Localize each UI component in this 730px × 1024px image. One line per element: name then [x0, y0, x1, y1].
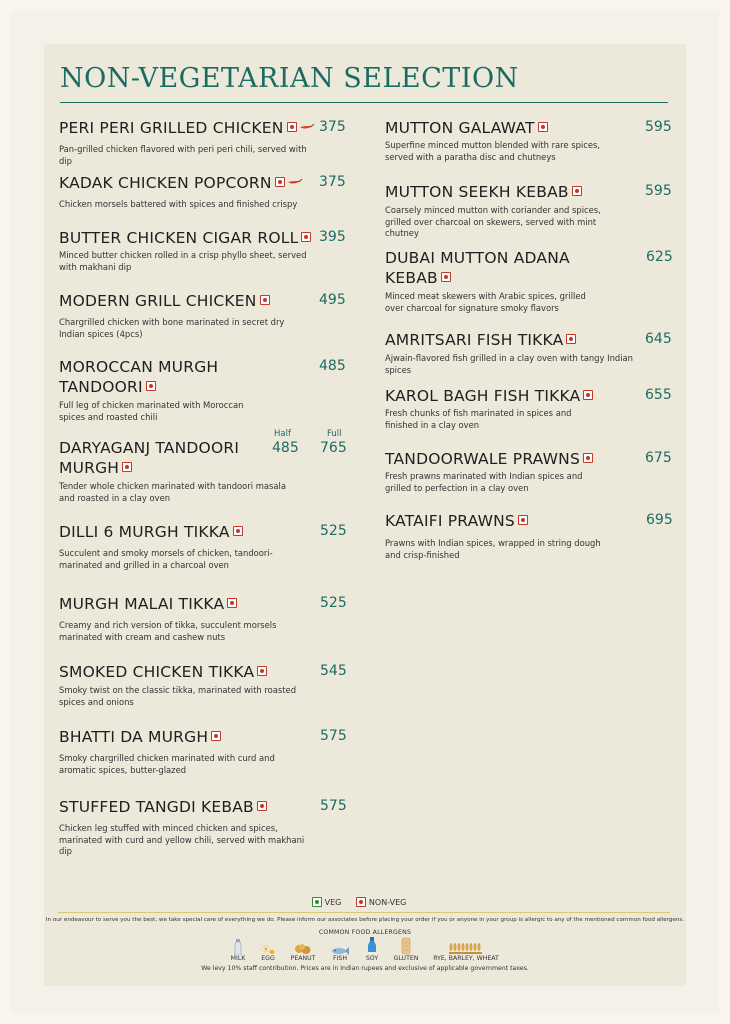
bread-icon [401, 937, 411, 955]
item-description: Chicken leg stuffed with minced chicken and spices, marinated with curd and yellow chili, served with makhani dip [59, 823, 305, 856]
item-name: SMOKED CHICKEN TIKKA [59, 663, 255, 681]
allergen-soy: SOY [360, 937, 384, 962]
non-veg-icon [227, 598, 237, 608]
item-description: Minced meat skewers with Arabic spices, grilled over charcoal for signature smoky flavors [385, 291, 586, 313]
menu-item [59, 594, 309, 643]
item-name: MOROCCAN MURGH TANDOORI [59, 358, 219, 396]
non-veg-icon [260, 295, 270, 305]
menu-item [59, 662, 314, 708]
peanut-icon [294, 943, 312, 955]
chili-icon [299, 123, 315, 130]
item-name: MUTTON SEEKH KEBAB [385, 183, 569, 201]
item-price: 575 [320, 728, 347, 744]
item-name: DARYAGANJ TANDOORI MURGH [59, 439, 240, 477]
non-veg-icon [538, 122, 548, 132]
tax-note: We levy 10% staff contribution. Prices are in Indian rupees and exclusive of applicable government taxes. [201, 965, 529, 972]
section-title: NON-VEGETARIAN SELECTION [60, 63, 519, 94]
half-label: Half [274, 429, 291, 439]
item-price: 595 [645, 183, 672, 199]
menu-item [385, 386, 605, 431]
title-divider [60, 102, 668, 103]
non-veg-icon [233, 526, 243, 536]
item-name: MODERN GRILL CHICKEN [59, 292, 257, 310]
menu-item [385, 182, 625, 240]
item-description: Minced butter chicken rolled in a crisp phyllo sheet, served with makhani dip [59, 250, 307, 272]
non-veg-icon [566, 334, 576, 344]
item-description: Full leg of chicken marinated with Moroccan spices and roasted chili [59, 400, 244, 422]
allergen-gluten: GLUTEN [390, 937, 422, 962]
milk-bottle-icon [234, 939, 242, 955]
item-price: 645 [645, 331, 672, 347]
item-price: 525 [320, 595, 347, 611]
item-price: 375 [319, 119, 346, 135]
menu-item [59, 522, 309, 571]
item-description: Prawns with Indian spices, wrapped in string dough and crisp-finished [385, 538, 601, 560]
item-price: 485 [319, 358, 346, 374]
menu-item [59, 228, 319, 273]
item-description: Smoky twist on the classic tikka, marinated with roasted spices and onions [59, 685, 297, 707]
non-veg-icon [356, 897, 366, 907]
menu-item [59, 357, 259, 423]
item-price: 575 [320, 798, 347, 814]
non-veg-icon [441, 272, 451, 282]
non-veg-icon [257, 801, 267, 811]
item-name: MUTTON GALAWAT [385, 119, 535, 137]
item-description: Chargrilled chicken with bone marinated in secret dry Indian spices (4pcs) [59, 317, 285, 339]
veg-icon [312, 897, 322, 907]
item-description: Succulent and smoky morsels of chicken, tandoori-marinated and grilled in a charcoal oven [59, 548, 273, 570]
allergen-peanut: PEANUT [286, 937, 320, 962]
non-veg-icon [287, 122, 297, 132]
allergen-list [0, 937, 730, 967]
item-name: KAROL BAGH FISH TIKKA [385, 387, 581, 405]
item-name: MURGH MALAI TIKKA [59, 595, 225, 613]
item-price: 595 [645, 119, 672, 135]
allergen-egg: EGG [256, 937, 280, 962]
menu-item [59, 118, 319, 167]
egg-icon [261, 945, 275, 955]
item-name: KADAK CHICKEN POPCORN [59, 174, 272, 192]
item-description: Creamy and rich version of tikka, succulent morsels marinated with cream and cashew nuts [59, 620, 277, 642]
menu-item [385, 118, 625, 163]
item-price-half: 485 [272, 440, 299, 456]
item-price: 545 [320, 663, 347, 679]
menu-item [385, 449, 605, 494]
non-veg-icon [301, 232, 311, 242]
item-description: Pan-grilled chicken flavored with peri peri chili, served with dip [59, 144, 307, 166]
item-name: DUBAI MUTTON ADANA KEBAB [385, 249, 570, 287]
full-label: Full [327, 429, 342, 439]
wheat-icon [448, 941, 484, 955]
item-name: BUTTER CHICKEN CIGAR ROLL [59, 229, 299, 247]
menu-item [385, 511, 615, 561]
non-veg-label: NON-VEG [368, 897, 407, 907]
menu-item [59, 291, 289, 340]
chili-icon [287, 178, 303, 185]
item-price: 375 [319, 174, 346, 190]
item-name: KATAIFI PRAWNS [385, 512, 515, 530]
item-price: 695 [646, 512, 673, 528]
item-name: AMRITSARI FISH TIKKA [385, 331, 564, 349]
item-description: Tender whole chicken marinated with tandoori masala and roasted in a clay oven [59, 481, 286, 503]
non-veg-icon [211, 731, 221, 741]
item-description: Chicken morsels battered with spices and finished crispy [59, 199, 298, 209]
item-name: DILLI 6 MURGH TIKKA [59, 523, 230, 541]
veg-label: VEG [324, 897, 342, 907]
item-name: BHATTI DA MURGH [59, 728, 209, 746]
non-veg-icon [275, 177, 285, 187]
item-price: 495 [319, 292, 346, 308]
allergen-grains: RYE, BARLEY, WHEAT [428, 937, 504, 962]
item-price: 675 [645, 450, 672, 466]
soy-bottle-icon [367, 937, 377, 955]
allergen-fish: FISH [328, 937, 352, 962]
menu-item [59, 173, 319, 211]
item-price: 525 [320, 523, 347, 539]
non-veg-icon [583, 453, 593, 463]
item-description: Coarsely minced mutton with coriander and spices, grilled over charcoal on skewers, served with mint chutney [385, 205, 601, 238]
non-veg-icon [572, 186, 582, 196]
allergens-title: COMMON FOOD ALLERGENS [318, 929, 412, 936]
item-name: STUFFED TANGDI KEBAB [59, 798, 254, 816]
menu-item [59, 727, 309, 776]
non-veg-icon [518, 515, 528, 525]
allergen-milk: MILK [226, 937, 250, 962]
menu-item [59, 797, 314, 858]
menu-item [385, 248, 605, 314]
non-veg-icon [583, 390, 593, 400]
non-veg-icon [146, 381, 156, 391]
non-veg-icon [122, 462, 132, 472]
menu-item [385, 330, 645, 376]
allergen-note: In our endeavour to serve you the best, we take special care of everything we do. Please inform our associates before placing your order if you or anyone in your group is allergic to any of the mentioned common food allergens. [45, 917, 685, 923]
item-description: Fresh prawns marinated with Indian spices and grilled to perfection in a clay oven [385, 471, 583, 493]
item-description: Fresh chunks of fish marinated in spices and finished in a clay oven [385, 408, 572, 430]
item-name: TANDOORWALE PRAWNS [385, 450, 580, 468]
item-name: PERI PERI GRILLED CHICKEN [59, 119, 284, 137]
menu-item [59, 438, 299, 504]
fish-icon [331, 947, 349, 955]
item-price: 655 [645, 387, 672, 403]
item-price-full: 765 [320, 440, 347, 456]
non-veg-icon [257, 666, 267, 676]
diet-legend [0, 897, 730, 907]
footer-divider [58, 912, 670, 913]
item-price: 395 [319, 229, 346, 245]
item-description: Superfine minced mutton blended with rare spices, served with a paratha disc and chutneys [385, 140, 601, 162]
item-description: Smoky chargrilled chicken marinated with curd and aromatic spices, butter-glazed [59, 753, 275, 775]
item-price: 625 [646, 249, 673, 265]
item-description: Ajwain-flavored fish grilled in a clay oven with tangy Indian spices [385, 353, 633, 375]
